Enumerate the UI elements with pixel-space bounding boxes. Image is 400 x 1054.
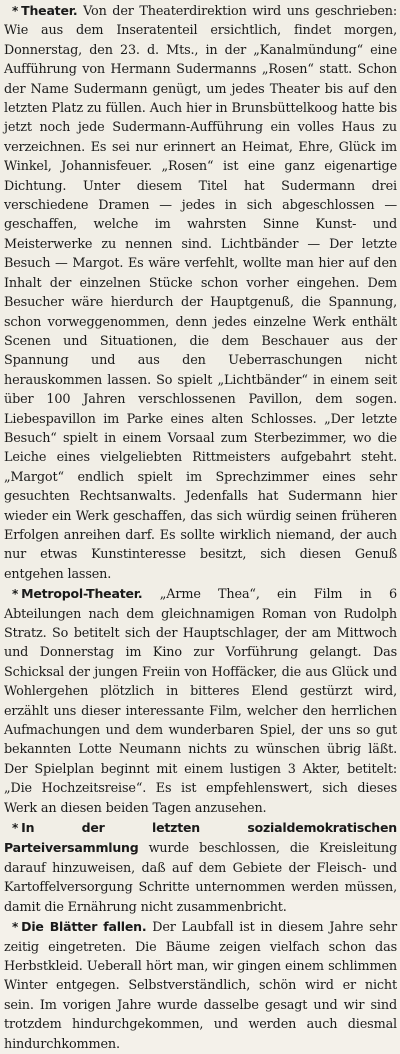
article-metropol-theater	[4, 584, 397, 818]
article-marker: *	[12, 587, 19, 602]
article-marker: *	[12, 4, 19, 18]
article-body: Der Laubfall ist in diesem Jahre sehr zeitig eingetreten. Die Bäume zeigen vielfach schon das Herbstkleid. Ueberall hört man, wir gingen einem schlimmen Winter entgegen. Selbstverständlich, schön wird er nicht sein. Im vorigen Jahre wurde dasselbe gesagt und wir sind trotzdem hindurchgekommen, und werden auch diesmal hindurchkommen.	[4, 920, 397, 1052]
article-marker: *	[12, 920, 19, 935]
article-title: In der letzten sozialdemokratischen Parteiversammlung	[4, 820, 397, 856]
article-body: wurde beschlossen, die Kreisleitung darauf hinzuweisen, daß auf dem Gebiete der Fleisch- und Kartoffelversorgung Schritte unternommen werden müssen, damit die Ernährung nicht zusammenbricht.	[4, 841, 397, 915]
article-party-meeting	[4, 818, 397, 917]
article-leaves-falling	[4, 917, 397, 1054]
article-title: Die Blätter fallen.	[21, 919, 147, 935]
article-theater	[4, 1, 397, 584]
article-marker: *	[12, 821, 19, 836]
article-body: „Arme Thea“, ein Film in 6 Abteilungen nach dem gleichnamigen Roman von Rudolph Stratz. So betitelt sich der Hauptschlager, der am Mittwoch und Donnerstag im Kino zur Vorführung gelangt. Das Schicksal der jungen Freiin von Hoffäcker, die aus Glück und Wohlergehen plötzlich in bitteres Elend gestürzt wird, erzählt uns dieser interessante Film, welcher den herrlichen Aufmachungen und dem wunderbaren Spiel, der uns so gut bekannten Lotte Neumann nichts zu wünschen übrig läßt. Der Spielplan beginnt mit einem lustigen 3 Akter, betitelt: „Die Hochzeitsreise“. Es ist empfehlenswert, sich dieses Werk an diesen beiden Tagen anzusehen.	[4, 587, 398, 816]
article-title: Metropol-Theater.	[21, 586, 143, 602]
article-body: Von der Theaterdirektion wird uns geschrieben: Wie aus dem Inseratenteil ersichtlich, findet morgen, Donnerstag, den 23. d. Mts., in der „Kanalmündung“ eine Aufführung von Hermann Sudermanns „Rosen“ statt. Schon der Name Sudermann genügt, um jedes Theater bis auf den letzten Platz zu füllen. Auch hier in Brunsbüttelkoog hatte bis jetzt noch jede Sudermann-Aufführung ein volles Haus zu verzeichnen. Es sei nur erinnert an Heimat, Ehre, Glück im Winkel, Johannisfeuer. „Rosen“ ist eine ganz eigenartige Dichtung. Unter diesem Titel hat Sudermann drei verschiedene Dramen — jedes in sich abgeschlossen — geschaffen, welche im wahrsten Sinne Kunst- und Meisterwerke zu nennen sind. Lichtbänder — Der letzte Besuch — Margot. Es wäre verfehlt, wollte man hier auf den Inhalt der einzelnen Stücke schon vorher eingehen. Dem Besucher wäre hierdurch der Hauptgenuß, die Spannung, schon vorweggenommen, denn jedes einzelne Werk enthält Scenen und Situationen, die dem Beschauer aus der Spannung und aus den Ueberraschungen nicht herauskommen lassen. So spielt „Lichtbänder“ in einem seit über 100 Jahren verschlossenen Pavillon, dem sogen. Liebespavillon im Parke eines alten Schlosses. „Der letzte Besuch“ spielt in einem Vorsaal zum Sterbezimmer, wo die Leiche eines vielgeliebten Rittmeisters aufgebahrt steht. „Margot“ endlich spielt im Sprechzimmer eines sehr gesuchten Rechtsanwalts. Jedenfalls hat Sudermann hier wieder ein Werk geschaffen, das sich würdig seinen früheren Erfolgen anreihen darf. Es sollte wirklich niemand, der auch nur etwas Kunstinteresse besitzt, sich diesen Genuß entgehen lassen.	[4, 4, 397, 582]
article-title: Theater.	[21, 3, 78, 18]
